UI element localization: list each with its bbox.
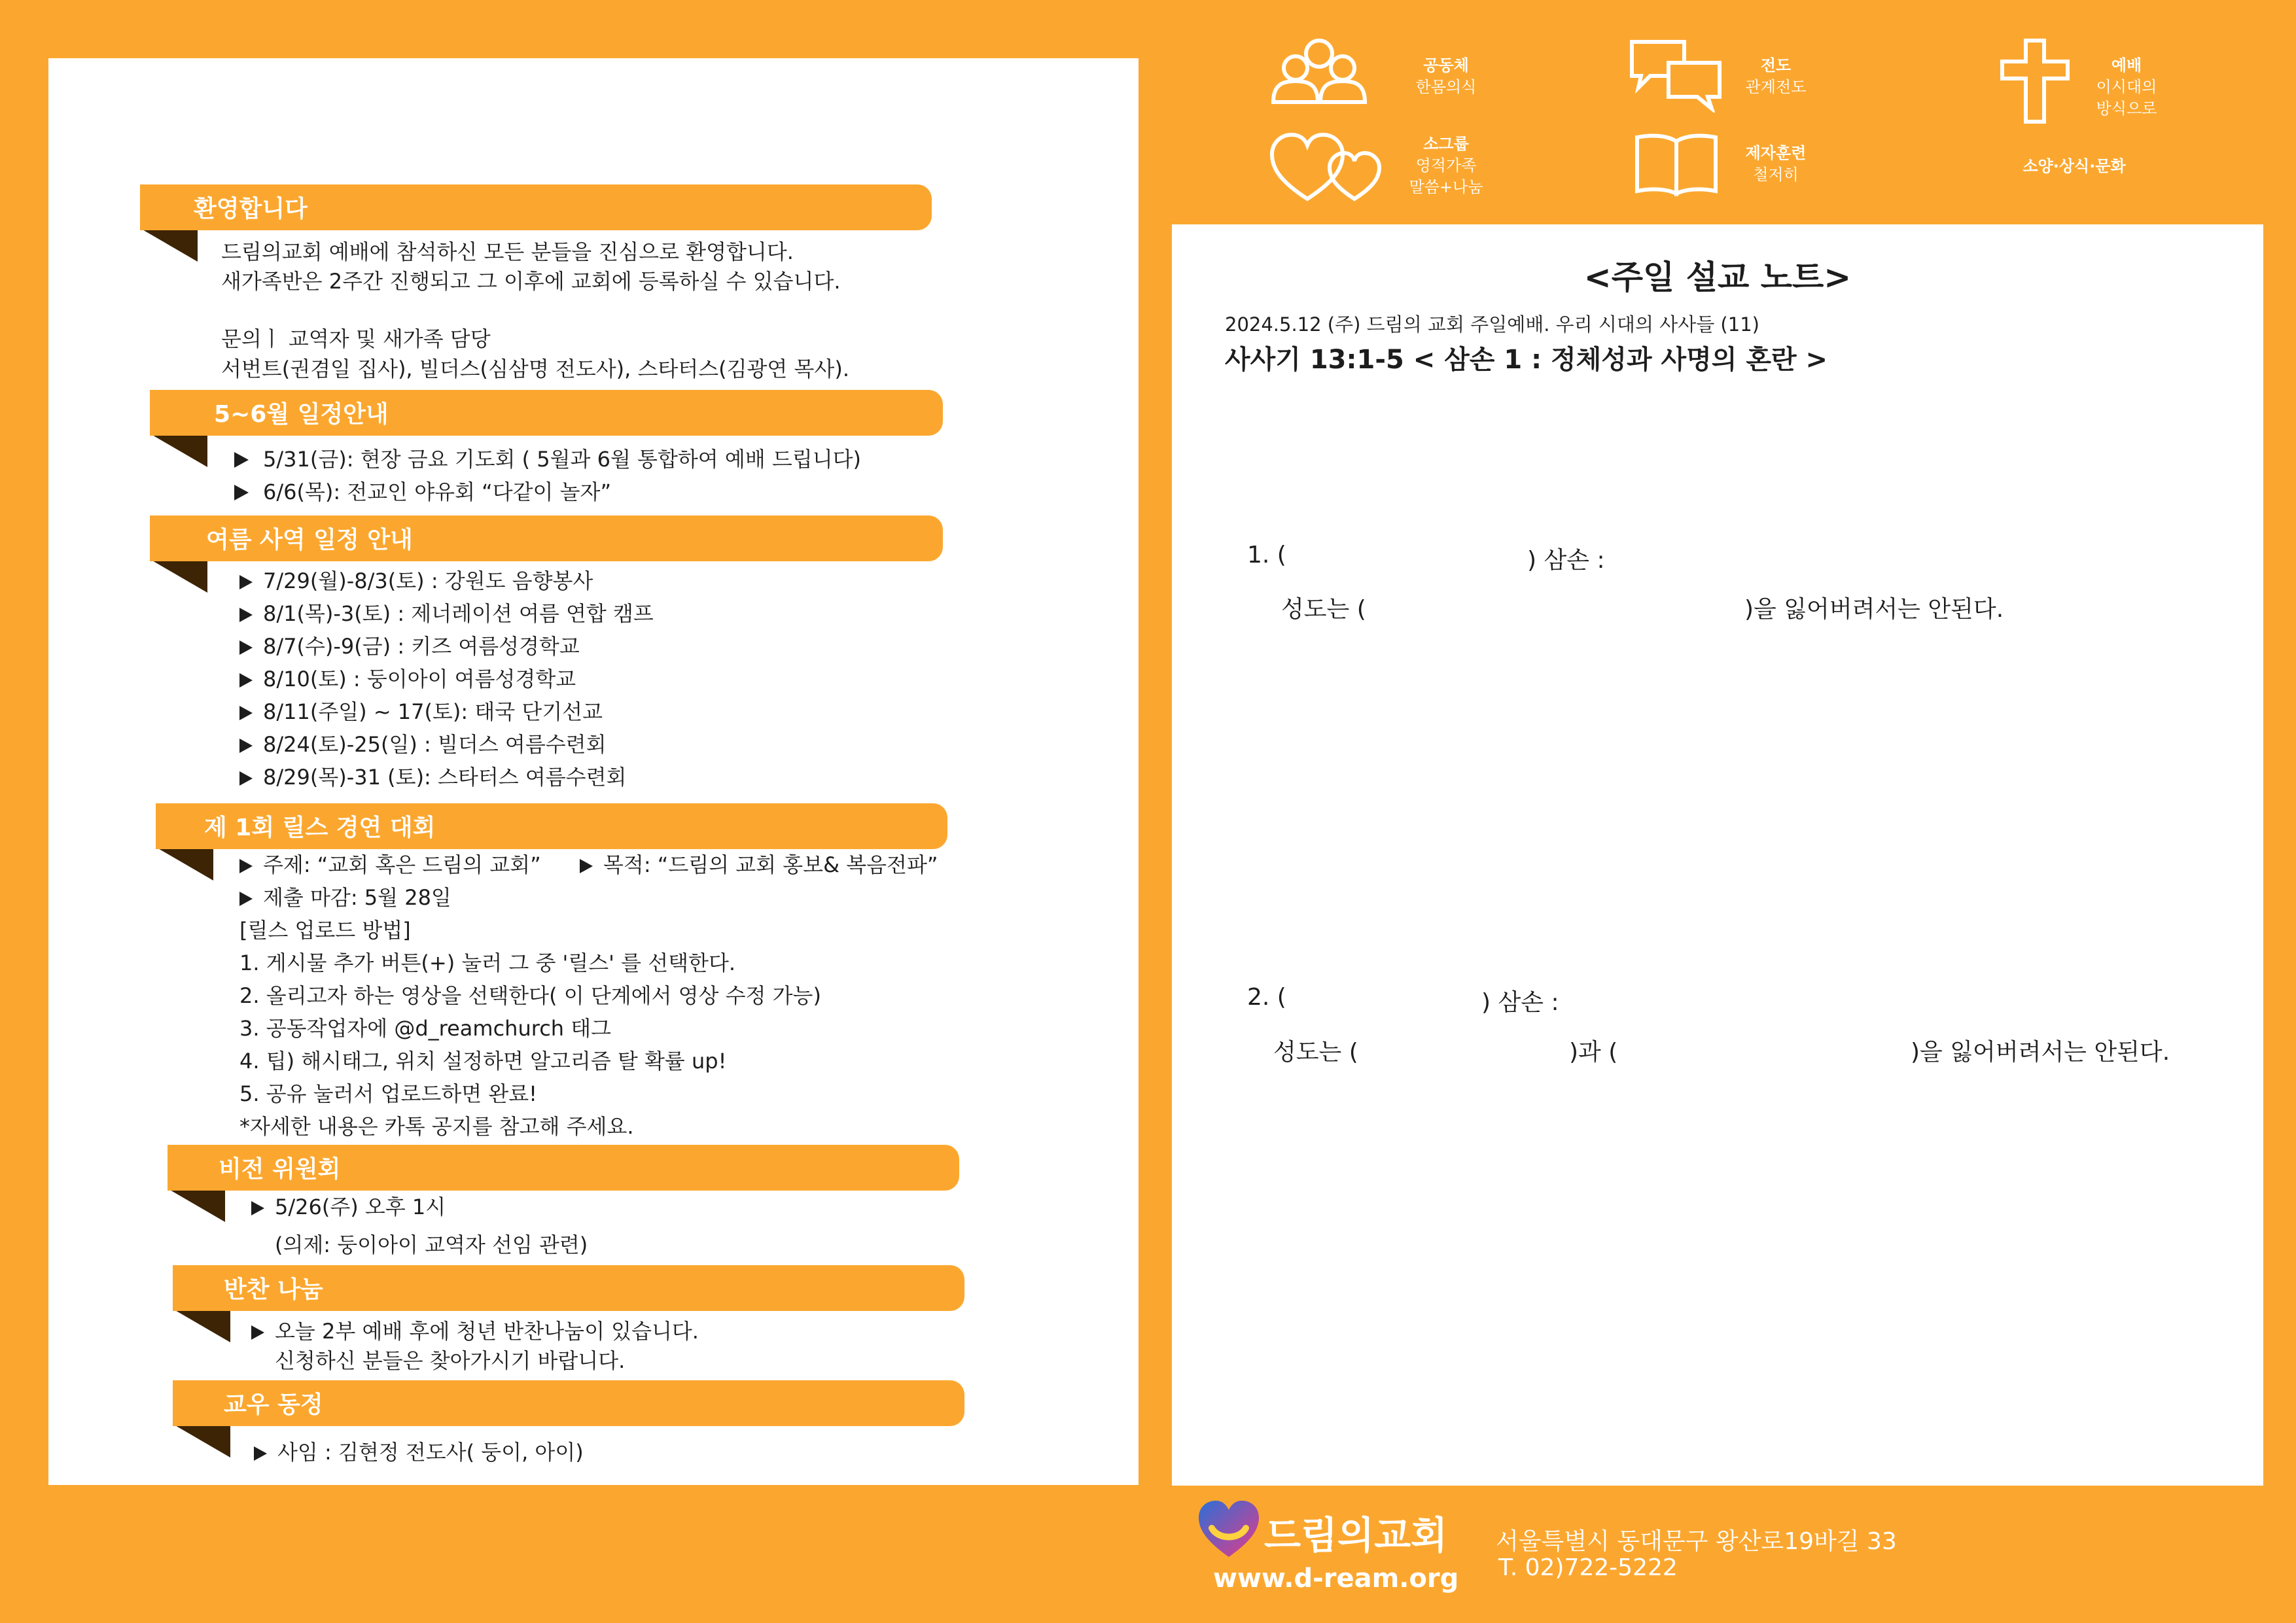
- bullet-arrow-icon: [234, 485, 249, 500]
- church-name: 드림의교회: [1264, 1513, 1448, 1558]
- value-smallgroup-label: 소그룹 영적가족 말씀+나눔: [1409, 135, 1483, 196]
- question-2-line-mid: )과 (: [1569, 1039, 1618, 1066]
- banchan-banner: [173, 1265, 964, 1311]
- welcome-line-1: 드림의교회 예배에 참석하신 모든 분들을 진심으로 환영합니다.: [221, 239, 794, 264]
- open-book-icon: [1633, 131, 1720, 196]
- summer-item: 8/10(토) : 둥이아이 여름성경학교: [239, 663, 576, 695]
- summer-item: 8/11(주일) ~ 17(토): 태국 단기선교: [239, 695, 603, 728]
- summer-item: 8/29(목)-31 (토): 스타터스 여름수련회: [239, 761, 626, 794]
- banner-fold: [141, 229, 198, 262]
- schedule-banner: [150, 390, 943, 436]
- reels-step: 5. 공유 눌러서 업로드하면 완료!: [239, 1081, 537, 1106]
- bullet-arrow-icon: [239, 859, 253, 873]
- value-culture-label: 소양·상식·문화: [2022, 157, 2126, 175]
- vision-banner: [168, 1145, 959, 1191]
- bullet-arrow-icon: [251, 1325, 264, 1340]
- question-1-line-close: )을 잃어버려서는 안된다.: [1744, 596, 2004, 623]
- sermon-meta: 2024.5.12 (주) 드림의 교회 주일예배. 우리 시대의 사사들 (11): [1225, 313, 1759, 336]
- welcome-line-2: 새가족반은 2주간 진행되고 그 이후에 교회에 등록하실 수 있습니다.: [221, 269, 841, 294]
- church-url: www.d-ream.org: [1213, 1563, 1459, 1594]
- sermon-note-panel: [1172, 224, 2263, 1486]
- reels-step: 2. 올리고자 하는 영상을 선택한다( 이 단계에서 영상 수정 가능): [239, 983, 821, 1008]
- banner-fold: [151, 560, 207, 593]
- reels-step: 3. 공동작업자에 @d_reamchurch 태그: [239, 1016, 612, 1041]
- schedule-item: 6/6(목): 전교인 야유회 “다같이 놀자”: [234, 476, 611, 508]
- question-1-open: 1. (: [1247, 542, 1286, 568]
- question-1-close: ) 삼손 :: [1527, 547, 1605, 574]
- question-2-line-open: 성도는 (: [1273, 1039, 1358, 1066]
- sermon-passage: 사사기 13:1-5 < 삼손 1 : 정체성과 사명의 혼란 >: [1225, 345, 1828, 375]
- summer-banner: [150, 515, 943, 561]
- vision-title: 비전 위원회: [219, 1156, 341, 1183]
- bullet-arrow-icon: [234, 452, 249, 468]
- reels-banner: [156, 803, 947, 849]
- bullet-arrow-icon: [239, 771, 253, 786]
- summer-item: 8/24(토)-25(일) : 빌더스 여름수련회: [239, 728, 606, 761]
- question-2-close: ) 삼손 :: [1481, 989, 1559, 1016]
- banchan-title: 반찬 나눔: [224, 1276, 323, 1303]
- sermon-title: <주일 설교 노트>: [1583, 258, 1852, 296]
- question-2-open: 2. (: [1247, 984, 1286, 1011]
- welcome-contact-names: 서번트(권겸일 집사), 빌더스(심삼명 전도사), 스타터스(김광연 목사).: [221, 357, 849, 381]
- bullet-arrow-icon: [239, 739, 253, 753]
- banner-fold: [174, 1425, 230, 1457]
- question-1-line-open: 성도는 (: [1281, 596, 1366, 623]
- bullet-arrow-icon: [254, 1446, 267, 1461]
- bullet-arrow-icon: [251, 1201, 264, 1215]
- church-phone: T. 02)722-5222: [1498, 1554, 1678, 1581]
- reels-note: *자세한 내용은 카톡 공지를 참고해 주세요.: [239, 1114, 634, 1139]
- members-title: 교우 동정: [224, 1391, 323, 1418]
- welcome-banner: [140, 184, 932, 230]
- banner-fold: [169, 1189, 225, 1222]
- church-address: 서울특별시 동대문구 왕산로19바길 33: [1496, 1528, 1897, 1555]
- reels-method-title: [릴스 업로드 방법]: [239, 918, 411, 943]
- summer-item: 8/7(수)-9(금) : 키즈 여름성경학교: [239, 630, 580, 663]
- welcome-title: 환영합니다: [194, 196, 308, 222]
- bullet-arrow-icon: [239, 608, 253, 622]
- cross-icon: [1998, 37, 2072, 126]
- reels-purpose: 목적: “드림의 교회 홍보& 복음전파”: [580, 848, 938, 881]
- bullet-arrow-icon: [239, 706, 253, 720]
- value-evangelism-label: 전도 관계전도: [1745, 56, 1807, 96]
- reels-title: 제 1회 릴스 경연 대회: [204, 814, 436, 841]
- banner-fold: [151, 434, 207, 467]
- banchan-item-2: 신청하신 분들은 찾아가시기 바랍니다.: [275, 1348, 626, 1373]
- schedule-item: 5/31(금): 현장 금요 기도회 ( 5월과 6월 통합하여 예배 드립니다): [234, 443, 861, 476]
- banner-fold: [174, 1310, 230, 1342]
- community-people-icon: [1269, 37, 1369, 105]
- hearts-icon: [1268, 131, 1383, 203]
- bullet-arrow-icon: [239, 575, 253, 589]
- vision-note: (의제: 둥이아이 교역자 선임 관련): [275, 1232, 588, 1257]
- bullet-arrow-icon: [239, 892, 253, 906]
- vision-item: 5/26(주) 오후 1시: [251, 1191, 446, 1223]
- question-2-line-close: )을 잃어버려서는 안된다.: [1911, 1039, 2170, 1066]
- value-community-label: 공동체 한몸의식: [1415, 56, 1477, 96]
- summer-title: 여름 사역 일정 안내: [206, 527, 413, 553]
- banner-fold: [157, 848, 213, 881]
- summer-item: 7/29(월)-8/3(토) : 강원도 음향봉사: [239, 565, 593, 597]
- reels-step: 4. 팁) 해시태그, 위치 설정하면 알고리즘 탈 확률 up!: [239, 1049, 727, 1073]
- speech-bubbles-icon: [1627, 37, 1725, 113]
- value-worship-label: 예배 이시대의 방식으로: [2096, 56, 2157, 118]
- banchan-item: 오늘 2부 예배 후에 청년 반찬나눔이 있습니다.: [251, 1315, 699, 1348]
- reels-theme: 주제: “교회 혹은 드림의 교회”: [239, 848, 541, 881]
- value-discipleship-label: 제자훈련 철저히: [1745, 144, 1807, 184]
- schedule-title: 5~6월 일정안내: [214, 401, 389, 428]
- bullet-arrow-icon: [580, 859, 593, 873]
- reels-step: 1. 게시물 추가 버튼(+) 눌러 그 중 '릴스' 를 선택한다.: [239, 951, 736, 975]
- welcome-contact-title: 문의ㅣ 교역자 및 새가족 담당: [221, 326, 491, 351]
- bullet-arrow-icon: [239, 673, 253, 688]
- church-heart-logo-icon: [1197, 1499, 1260, 1560]
- bullet-arrow-icon: [239, 640, 253, 655]
- summer-item: 8/1(목)-3(토) : 제너레이션 여름 연합 캠프: [239, 597, 654, 630]
- members-banner: [173, 1380, 964, 1426]
- members-item: 사임 : 김현정 전도사( 둥이, 아이): [254, 1436, 584, 1469]
- reels-deadline: 제출 마감: 5월 28일: [239, 881, 451, 914]
